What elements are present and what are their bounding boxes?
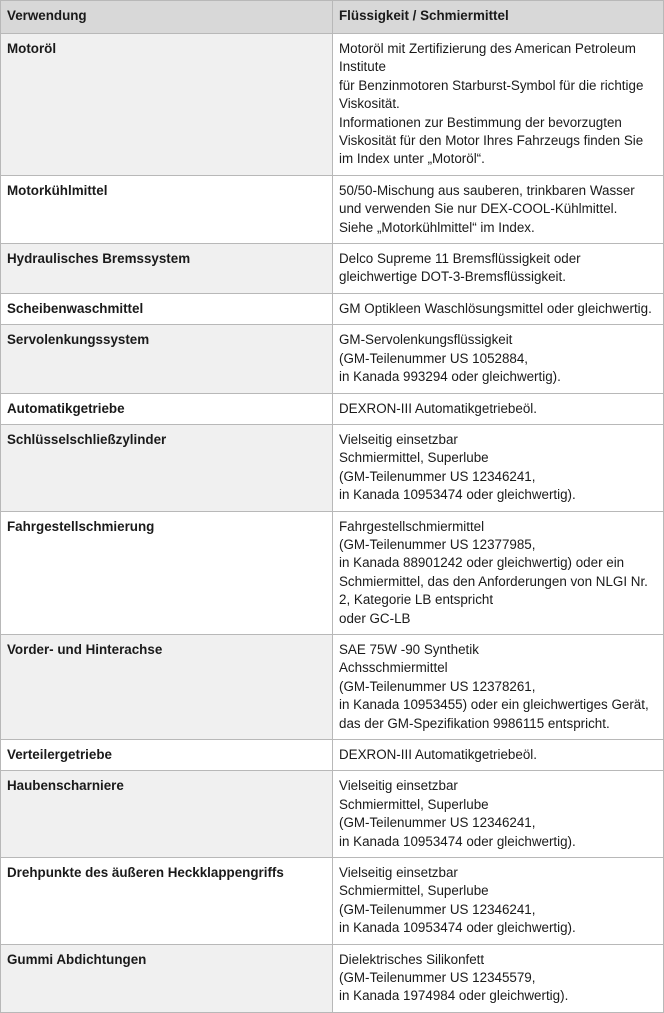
usage-cell: Verteilergetriebe <box>1 740 333 771</box>
fluid-line: Dielektrisches Silikonfett <box>339 951 485 967</box>
fluid-line: in Kanada 88901242 oder gleichwertig) oder ein Schmiermittel, das den Anforderungen von NLGI Nr. 2, Kategorie LB entspricht <box>339 555 648 608</box>
fluid-line: Schmiermittel, Superlube <box>339 796 489 812</box>
fluid-cell <box>333 244 664 294</box>
fluid-line: in Kanada 1974984 oder gleichwertig). <box>339 988 569 1004</box>
header-fluid: Flüssigkeit / Schmiermittel <box>333 1 664 34</box>
table-row <box>1 175 664 243</box>
fluid-line: Motoröl mit Zertifizierung des American Petroleum Institute <box>339 41 636 75</box>
fluid-cell <box>333 634 664 739</box>
fluid-cell <box>333 424 664 511</box>
fluid-line: SAE 75W -90 Synthetik <box>339 641 479 657</box>
usage-cell: Vorder- und Hinterachse <box>1 634 333 739</box>
fluid-line: Siehe „Motorkühlmittel“ im Index. <box>339 219 535 235</box>
fluid-line: in Kanada 10953455) oder ein gleichwertiges Gerät, das der GM-Spezifikation 9986115 entspricht. <box>339 697 649 731</box>
fluid-line: oder GC-LB <box>339 610 411 626</box>
usage-cell: Drehpunkte des äußeren Heckklappengriffs <box>1 858 333 945</box>
usage-cell: Servolenkungssystem <box>1 325 333 393</box>
fluid-cell <box>333 740 664 771</box>
usage-cell: Hydraulisches Bremssystem <box>1 244 333 294</box>
table-row <box>1 511 664 634</box>
fluid-line: DEXRON-III Automatikgetriebeöl. <box>339 400 537 416</box>
fluid-line: DEXRON-III Automatikgetriebeöl. <box>339 747 537 762</box>
fluid-cell <box>333 393 664 424</box>
table-row <box>1 424 664 511</box>
fluid-line: (GM-Teilenummer US 12346241, <box>339 901 536 917</box>
table-row <box>1 858 664 945</box>
table-row <box>1 944 664 1012</box>
fluid-line: (GM-Teilenummer US 12346241, <box>339 468 536 484</box>
table-row <box>1 293 664 324</box>
header-usage: Verwendung <box>1 1 333 34</box>
usage-cell: Schlüsselschließzylinder <box>1 424 333 511</box>
table-row <box>1 244 664 294</box>
usage-cell: Motoröl <box>1 34 333 176</box>
fluid-line: Vielseitig einsetzbar <box>339 865 458 881</box>
table-row <box>1 393 664 424</box>
fluid-line: Achsschmiermittel <box>339 660 448 676</box>
table-row <box>1 325 664 393</box>
table-row <box>1 634 664 739</box>
fluid-line: Schmiermittel, Superlube <box>339 450 489 466</box>
fluid-cell <box>333 858 664 945</box>
table-header-row <box>1 1 664 34</box>
fluid-line: Informationen zur Bestimmung der bevorzugten Viskosität für den Motor Ihres Fahrzeugs finden Sie im Index unter „Motoröl“. <box>339 114 644 167</box>
fluid-cell <box>333 293 664 324</box>
fluid-line: GM Optikleen Waschlösungsmittel oder gleichwertig. <box>339 300 652 316</box>
fluid-line: Delco Supreme 11 Bremsflüssigkeit oder gleichwertige DOT-3-Bremsflüssigkeit. <box>339 251 581 285</box>
fluid-cell <box>333 34 664 176</box>
table-body <box>1 34 664 1013</box>
fluid-line: für Benzinmotoren Starburst-Symbol für die richtige Viskosität. <box>339 77 644 112</box>
fluid-cell <box>333 771 664 858</box>
usage-cell: Automatikgetriebe <box>1 393 333 424</box>
fluid-line: (GM-Teilenummer US 12345579, <box>339 970 536 986</box>
fluid-line: 50/50-Mischung aus sauberen, trinkbaren Wasser und verwenden Sie nur DEX-COOL-Kühlmittel. <box>339 182 635 217</box>
fluid-line: in Kanada 10953474 oder gleichwertig). <box>339 833 576 849</box>
fluid-line: Fahrgestellschmiermittel <box>339 518 485 534</box>
fluid-line: (GM-Teilenummer US 12346241, <box>339 815 536 831</box>
usage-cell: Gummi Abdichtungen <box>1 944 333 1012</box>
fluid-cell <box>333 175 664 243</box>
fluid-cell <box>333 511 664 634</box>
fluid-line: in Kanada 10953474 oder gleichwertig). <box>339 487 576 503</box>
table-row <box>1 740 664 771</box>
fluid-cell <box>333 325 664 393</box>
usage-cell: Haubenscharniere <box>1 771 333 858</box>
fluid-line: (GM-Teilenummer US 1052884, <box>339 350 529 366</box>
fluid-line: Vielseitig einsetzbar <box>339 431 458 447</box>
fluid-line: Schmiermittel, Superlube <box>339 883 489 899</box>
fluid-line: in Kanada 10953474 oder gleichwertig). <box>339 920 576 936</box>
fluid-line: Vielseitig einsetzbar <box>339 778 458 794</box>
fluid-cell <box>333 944 664 1012</box>
fluid-line: (GM-Teilenummer US 12377985, <box>339 536 536 552</box>
usage-cell: Fahrgestellschmierung <box>1 511 333 634</box>
table-row <box>1 34 664 176</box>
table-row <box>1 771 664 858</box>
usage-cell: Motorkühlmittel <box>1 175 333 243</box>
fluid-line: GM-Servolenkungsflüssigkeit <box>339 332 513 348</box>
fluid-line: (GM-Teilenummer US 12378261, <box>339 678 536 694</box>
fluid-line: in Kanada 993294 oder gleichwertig). <box>339 369 561 385</box>
usage-cell: Scheibenwaschmittel <box>1 293 333 324</box>
